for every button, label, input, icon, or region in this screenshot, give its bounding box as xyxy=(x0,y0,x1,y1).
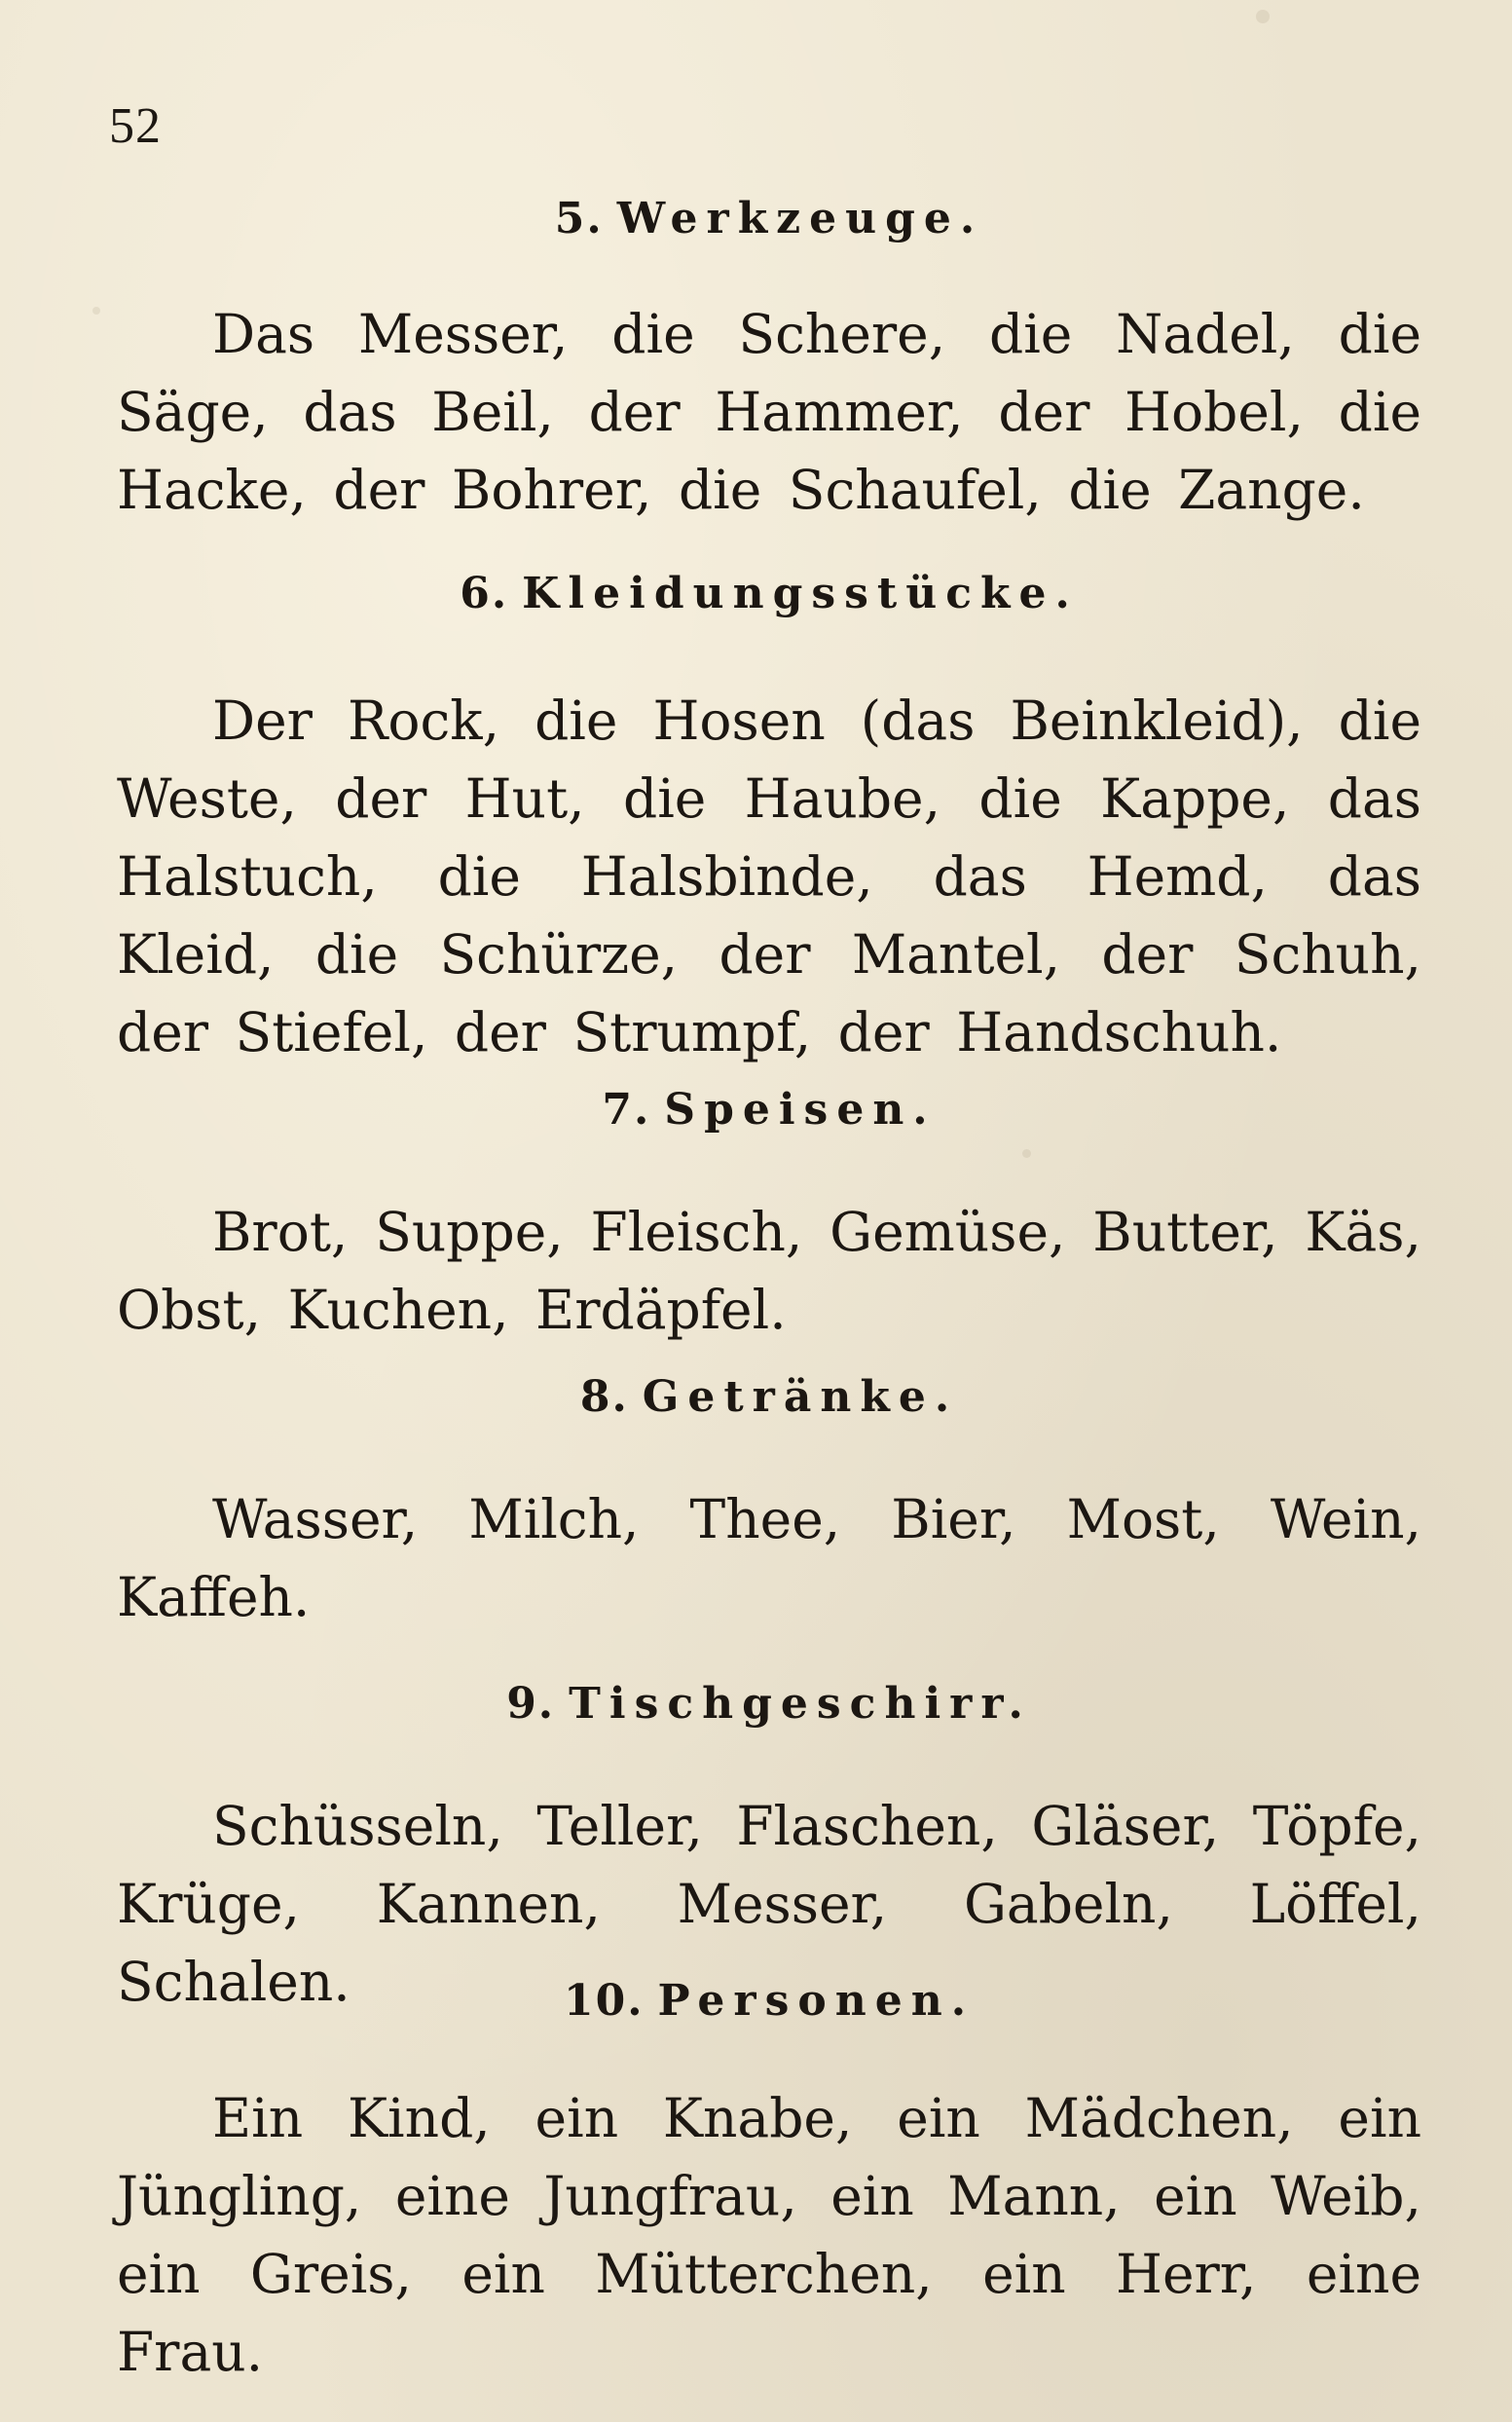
section-getraenke xyxy=(117,1368,1421,1636)
section-text: Schüsseln, Teller, Flaschen, Gläser, Töpfe, Krüge, Kannen, Messer, Gabeln, Löffel, Schalen. xyxy=(117,1795,1421,2013)
section-heading xyxy=(117,1081,1421,1139)
section-number: 9. xyxy=(506,1679,556,1729)
section-title: Kleidungsstücke. xyxy=(522,569,1079,618)
section-personen xyxy=(117,1972,1421,2391)
section-heading xyxy=(117,1972,1421,2031)
section-kleidungsstuecke xyxy=(117,565,1421,1071)
section-heading xyxy=(117,190,1421,248)
section-title: Personen. xyxy=(657,1976,976,2026)
section-text: Der Rock, die Hosen (das Beinkleid), die Weste, der Hut, die Haube, die Kappe, das Halstuch, die Halsbinde, das Hemd, das Kleid, die Schürze, der Mantel, der Schuh, der Stiefel, der Strumpf, der Handschuh. xyxy=(117,689,1421,1063)
section-number: 5. xyxy=(554,194,604,243)
section-number: 10. xyxy=(563,1976,645,2026)
section-text: Wasser, Milch, Thee, Bier, Most, Wein, Kaffeh. xyxy=(117,1488,1421,1628)
section-heading xyxy=(117,1368,1421,1427)
section-number: 6. xyxy=(460,569,509,618)
page-number: 52 xyxy=(109,98,162,154)
section-number: 7. xyxy=(602,1085,651,1135)
paper-stain xyxy=(92,307,100,315)
section-title: Tischgeschirr. xyxy=(569,1679,1032,1729)
section-speisen xyxy=(117,1081,1421,1349)
section-title: Getränke. xyxy=(642,1372,959,1422)
section-text: Brot, Suppe, Fleisch, Gemüse, Butter, Käs, Obst, Kuchen, Erdäpfel. xyxy=(117,1201,1421,1341)
section-tischgeschirr xyxy=(117,1675,1421,2021)
section-title: Werkzeuge. xyxy=(616,194,984,243)
section-number: 8. xyxy=(579,1372,629,1422)
section-text: Das Messer, die Schere, die Nadel, die Säge, das Beil, der Hammer, der Hobel, die Hacke, der Bohrer, die Schaufel, die Zange. xyxy=(117,303,1421,521)
section-text: Ein Kind, ein Knabe, ein Mädchen, ein Jüngling, eine Jungfrau, ein Mann, ein Weib, ein Greis, ein Mütterchen, ein Herr, eine Frau. xyxy=(117,2087,1421,2383)
section-heading xyxy=(117,565,1421,623)
section-title: Speisen. xyxy=(664,1085,937,1135)
section-heading xyxy=(117,1675,1421,1733)
section-werkzeuge xyxy=(117,190,1421,529)
paper-stain xyxy=(1256,10,1270,23)
